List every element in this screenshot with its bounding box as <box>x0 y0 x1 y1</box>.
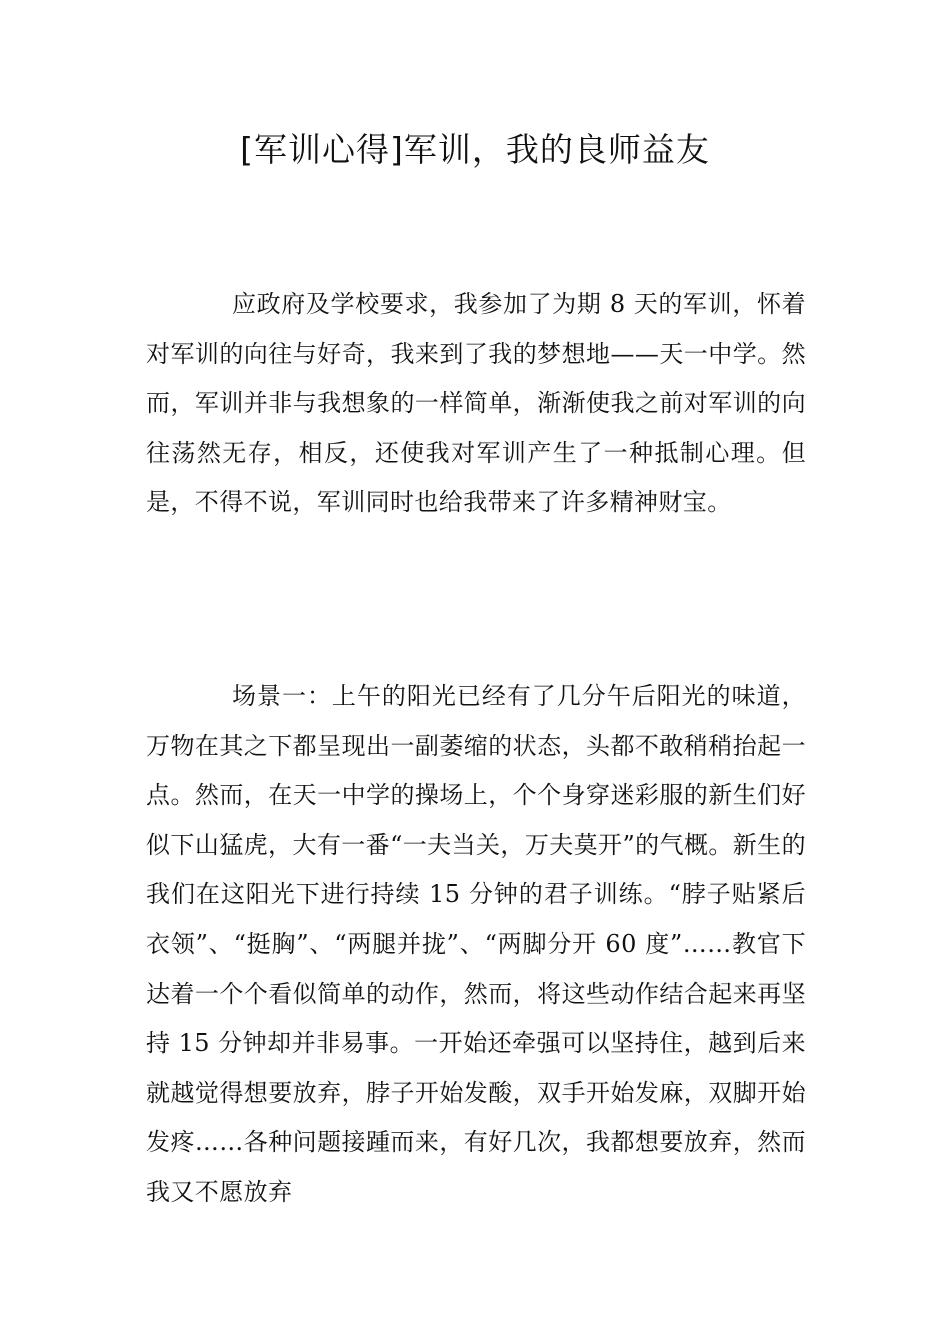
paragraph-intro: 应政府及学校要求，我参加了为期 8 天的军训，怀着对军训的向往与好奇，我来到了我的梦想地——天一中学。然而，军训并非与我想象的一样简单，渐渐使我之前对军训的向往荡然无存，相反，还使我对军训产生了一种抵制心理。但是，不得不说，军训同时也给我带来了许多精神财宝。 <box>146 290 806 517</box>
paragraph-scene-one: 场景一：上午的阳光已经有了几分午后阳光的味道，万物在其之下都呈现出一副萎缩的状态，头都不敢稍稍抬起一点。然而，在天一中学的操场上，个个身穿迷彩服的新生们好似下山猛虎，大有一番“一夫当关，万夫莫开”的气概。新生的我们在这阳光下进行持续 15 分钟的君子训练。“脖子贴紧后衣领”、“挺胸”、“两腿并拢”、“两脚分开 60 度”……教官下达着一个个看似简单的动作，然而，将这些动作结合起来再坚持 15 分钟却并非易事。一开始还牵强可以坚持住，越到后来就越觉得想要放弃，脖子开始发酸，双手开始发麻，双脚开始发疼……各种问题接踵而来，有好几次，我都想要放弃，然而我又不愿放弃 <box>146 682 806 1206</box>
document-title: [军训心得]军训，我的良师益友 <box>240 130 710 169</box>
